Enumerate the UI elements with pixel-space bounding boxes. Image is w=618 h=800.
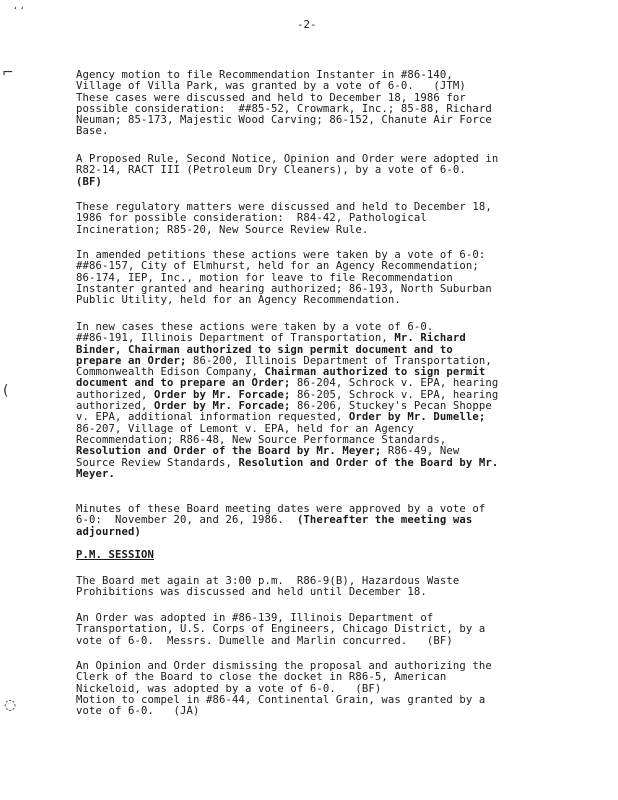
- text-run: ##86-157, City of Elmhurst, held for an Agency Recommendation;: [76, 260, 479, 273]
- text-run: Clerk of the Board to close the docket in R86-5, American: [76, 671, 447, 684]
- bold-text: Meyer.: [76, 467, 115, 480]
- text-run: Commonwealth Edison Company,: [76, 366, 265, 379]
- text-run: Transportation, U.S. Corps of Engineers, Chicago District, by a: [76, 623, 486, 636]
- text-line: [76, 636, 556, 647]
- text-run: 6-0: November 20, and 26, 1986.: [76, 514, 297, 527]
- scan-mark-top-left: ʻ ʻ: [14, 6, 24, 17]
- text-line: [76, 165, 556, 176]
- text-run: Base.: [76, 125, 109, 138]
- bold-text: Mr. Richard: [394, 332, 466, 345]
- text-run: 86-206, Stuckey's Pecan Shoppe: [290, 400, 492, 413]
- text-run: v. EPA, additional information requested,: [76, 411, 349, 424]
- text-run: ##86-191, Illinois Department of Transportation,: [76, 332, 395, 345]
- text-line: [76, 225, 556, 236]
- page-number: -2-: [297, 19, 317, 31]
- text-run: An Opinion and Order dismissing the proposal and authorizing the: [76, 660, 492, 672]
- text-line: [76, 706, 556, 717]
- text-run: A Proposed Rule, Second Notice, Opinion and Order were adopted in: [76, 153, 499, 165]
- text-run: Prohibitions was discussed and held until December 18.: [76, 586, 427, 599]
- text-run: In new cases these actions were taken by a vote of 6-0.: [76, 321, 434, 333]
- text-run: R86-49, New: [381, 445, 460, 458]
- text-run: 86-205, Schrock v. EPA, hearing: [290, 388, 499, 401]
- paragraph: [76, 154, 556, 188]
- punch-hole-mark-middle: (: [3, 383, 9, 399]
- text-run: 86-207, Village of Lemont v. EPA, held for an Agency: [76, 422, 414, 435]
- text-run: authorized,: [76, 400, 154, 413]
- text-run: authorized,: [76, 388, 154, 401]
- paragraph: [76, 576, 556, 599]
- text-run: In amended petitions these actions were taken by a vote of 6-0:: [76, 249, 486, 261]
- text-line: [76, 527, 556, 538]
- text-run: An Order was adopted in #86-139, Illinois Department of: [76, 612, 434, 624]
- text-run: 1986 for possible consideration: R84-42, Pathological: [76, 212, 427, 225]
- bold-text: (Thereafter the meeting was: [296, 514, 473, 527]
- paragraph: [76, 661, 556, 717]
- text-run: These regulatory matters were discussed and held to December 18,: [76, 201, 492, 213]
- text-run: The Board met again at 3:00 p.m. R86-9(B), Hazardous Waste: [76, 575, 460, 587]
- text-run: 86-200, Illinois Department of Transportation,: [186, 354, 492, 367]
- bold-text: Resolution and Order of the Board by Mr.: [238, 456, 499, 469]
- text-run: Minutes of these Board meeting dates were approved by a vote of: [76, 503, 486, 515]
- text-line: [76, 126, 556, 137]
- paragraph: [76, 250, 556, 306]
- text-run: Incineration; R85-20, New Source Review Rule.: [76, 223, 369, 236]
- text-run: vote of 6-0. (JA): [76, 705, 200, 718]
- bold-text: Binder, Chairman authorized to sign permit document and to: [76, 343, 453, 356]
- bold-text: Order by Mr. Forcade;: [153, 388, 291, 401]
- punch-hole-mark-top: ⌐: [2, 65, 14, 81]
- text-line: [76, 469, 556, 480]
- text-run: Motion to compel in #86-44, Continental Grain, was granted by a: [76, 693, 486, 706]
- text-run: 86-174, IEP, Inc., motion for leave to file Recommendation: [76, 271, 453, 284]
- bold-text: Chairman authorized to sign permit: [264, 366, 486, 379]
- text-run: Source Review Standards,: [76, 456, 239, 469]
- text-run: Recommendation; R86-48, New Source Performance Standards,: [76, 433, 447, 446]
- bold-text: prepare an Order;: [76, 354, 187, 367]
- section-heading: [76, 550, 556, 561]
- text-run: R82-14, RACT III (Petroleum Dry Cleaners), by a vote of 6-0.: [76, 164, 466, 177]
- bold-text: (BF): [76, 175, 102, 188]
- text-run: Instanter granted and hearing authorized; 86-193, North Suburban: [76, 282, 492, 295]
- text-run: possible consideration: ##85-52, Crowmark, Inc.; 85-88, Richard: [76, 102, 492, 115]
- paragraph: [76, 70, 556, 138]
- bold-text: Order by Mr. Dumelle;: [348, 411, 486, 424]
- bold-text: P.M. SESSION: [76, 549, 154, 561]
- text-run: Village of Villa Park, was granted by a vote of 6-0. (JTM): [76, 80, 466, 93]
- text-line: [76, 177, 556, 188]
- bold-text: adjourned): [76, 525, 141, 538]
- paragraph: [76, 504, 556, 538]
- text-line: [76, 515, 556, 526]
- text-run: Public Utility, held for an Agency Recommendation.: [76, 294, 401, 307]
- text-run: Agency motion to file Recommendation Instanter in #86-140,: [76, 69, 453, 81]
- text-run: These cases were discussed and held to December 18, 1986 for: [76, 91, 466, 104]
- text-run: Neuman; 85-173, Majestic Wood Carving; 86-152, Chanute Air Force: [76, 114, 492, 127]
- text-line: [76, 550, 556, 561]
- punch-hole-mark-bottom: ◌: [4, 697, 17, 713]
- bold-text: Resolution and Order of the Board by Mr. Meyer;: [76, 445, 382, 458]
- text-run: 86-204, Schrock v. EPA, hearing: [290, 377, 499, 390]
- text-line: [76, 458, 556, 469]
- text-line: [76, 587, 556, 598]
- text-run: Nickeloid, was adopted by a vote of 6-0. (BF): [76, 682, 382, 695]
- text-line: [76, 115, 556, 126]
- paragraph: [76, 202, 556, 236]
- paragraph: [76, 613, 556, 647]
- paragraph: [76, 322, 556, 480]
- bold-text: Order by Mr. Forcade;: [153, 400, 291, 413]
- text-run: vote of 6-0. Messrs. Dumelle and Marlin concurred. (BF): [76, 634, 453, 647]
- bold-text: document and to prepare an Order;: [76, 377, 291, 390]
- text-line: [76, 295, 556, 306]
